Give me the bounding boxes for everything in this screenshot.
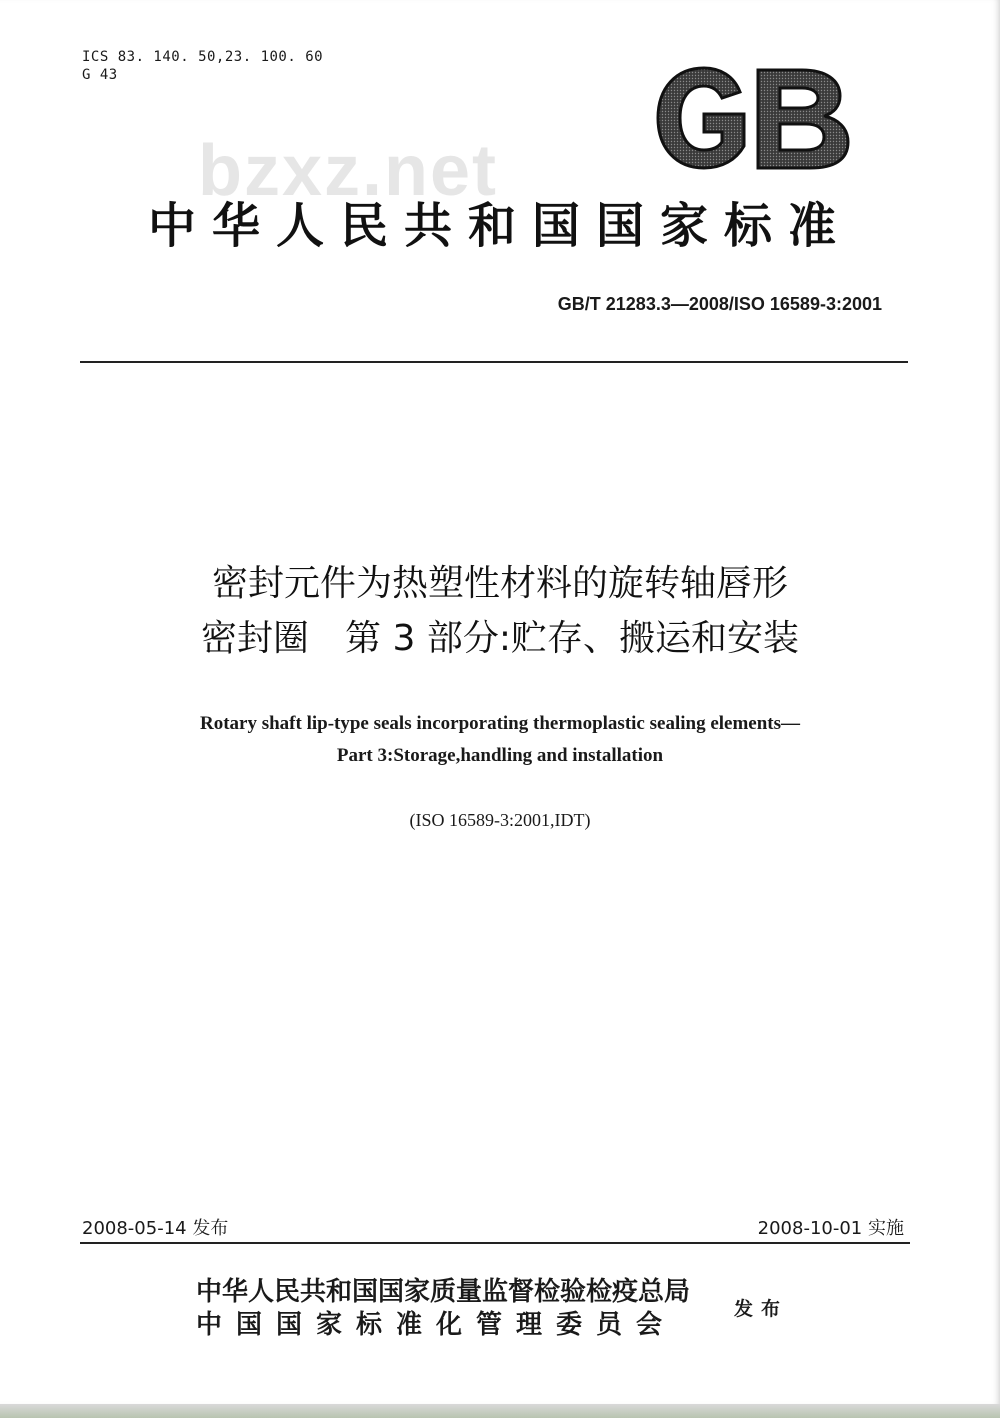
iso-reference: (ISO 16589-3:2001,IDT) [409, 810, 591, 830]
header-divider [80, 361, 908, 363]
footer-divider [80, 1242, 910, 1244]
ccs-code: G 43 [82, 67, 118, 83]
viewer-bottom-edge [0, 1404, 1000, 1418]
chinese-title [80, 556, 920, 666]
chinese-title-line-2: 密封圈 第 3 部分:贮存、搬运和安装 [201, 618, 799, 659]
watermark: bzxz.net [198, 131, 499, 211]
english-title-line-1: Rotary shaft lip-type seals incorporating thermoplastic sealing elements— [199, 713, 801, 734]
national-standard-title: 中华人民共和国国家标准 [147, 198, 852, 254]
publisher-sac: 中国国家标准化管理委员会 [196, 1310, 677, 1340]
publisher-aqsiq: 中华人民共和国国家质量监督检验检疫总局 [196, 1277, 691, 1307]
publishers-block [196, 1276, 690, 1342]
implementation-date: 2008-10-01 实施 [757, 1218, 904, 1239]
english-title-line-2: Part 3:Storage,handling and installation [336, 745, 664, 766]
gb-logo-icon [652, 62, 854, 174]
chinese-title-line-1: 密封元件为热塑性材料的旋转轴唇形 [211, 563, 788, 604]
publish-label: 发布 [734, 1298, 789, 1320]
classification-codes [82, 48, 323, 84]
ics-code: ICS 83. 140. 50,23. 100. 60 [82, 49, 324, 65]
issue-date: 2008-05-14 发布 [82, 1218, 229, 1239]
standard-code: GB/T 21283.3—2008/ISO 16589-3:2001 [557, 294, 882, 314]
english-title [80, 708, 920, 772]
